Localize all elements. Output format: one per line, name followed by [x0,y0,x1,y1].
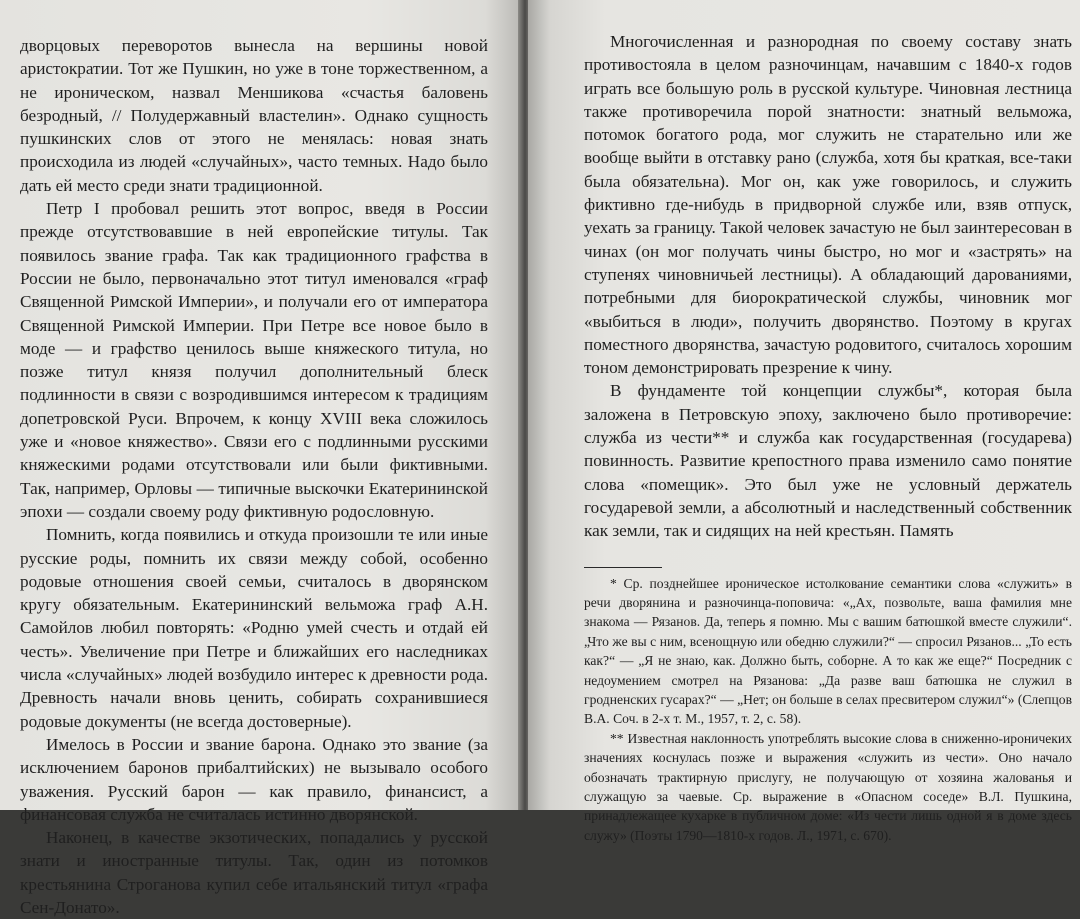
paragraph: В фундаменте той концепции службы*, которая была заложена в Петровскую эпоху, заключено было противоречие: служба из чести** и служба как государственная (государева) повинность. Развитие крепостного права изменило само понятие слова «помещик». Это был уже не условный держатель государевой земли, а абсолютный и наследственный собственник как земли, так и сидящих на ней крестьян. Память [584,381,1072,541]
paragraph: Имелось в России и звание барона. Однако это звание (за исключением баронов прибалтийских) не вызывало особого уважения. Русский барон — как правило, финансист, а финансовая служба не считалась истинно дворянской. [20,734,488,824]
right-page [528,0,1080,843]
paragraph: Наконец, в качестве экзотических, попадались у русской знати и иностранные титулы. Так, один из потомков крестьянина Строганова купил себе итальянский титул «графа Сен-Донато». [20,828,488,917]
paragraph: дворцовых переворотов вынесла на вершины новой аристократии. Тот же Пушкин, но уже в тоне торжественном, а не ироническом, назвал Меншикова «счастья баловень безродный, // Полудержавный властелин». Однако сущность пушкинских слов от этого не менялась: новая знать происходила из людей «случайных», часто темных. Надо было дать ей место среди знати традиционной. [20,36,488,195]
left-page [0,0,522,917]
footnote: * Ср. позднейшее ироническое истолкование семантики слова «служить» в речи дворянина и разночинца-поповича: «„Ах, позвольте, ваша фамилия мне знакома — Рязанов. Да, теперь я помню. Мы с вашим батюшкой вместе служили“. „Что же вы с ним, всенощную или обедню служили?“ — спросил Рязанов... „То есть как?“ — „Я не знаю, как. Должно быть, соборне. А то как же еще?“ Посредник с недоумением смотрел на Рязанова: „Да разве ваш батюшка не служил в гродненских гусарах?“ — „Нет; он больше в селах пресвитером служил“» (Слепцов В.А. Соч. в 2-х т. М., 1957, т. 2, с. 58). [584,575,1072,727]
paragraph: Многочисленная и разнородная по своему составу знать противостояла в целом разночинцам, начавшим с 1840-х годов играть все большую роль в русской культуре. Чиновная лестница также противоречила порой знатности: знатный вельможа, потомок богатого рода, мог служить не старательно или же вообще выйти в отставку рано (служба, хотя бы краткая, все-таки была обязательна). Мог он, как уже говорилось, и служить фиктивно где-нибудь в придворной службе или, взяв отпуск, уехать за границу. Такой человек зачастую не был заинтересован в чинах (он мог получать чины быстро, но мог и «застрять» на ступенях чиновничьей лестницы). А обладающий дарованиями, потребными для биорократической службы, чиновник мог «выбиться в люди», получить дворянство. Поэтому в кругах поместного дворянства, зачастую родовитого, считалось хорошим тоном демонстрировать презрение к чину. [584,32,1072,378]
paragraph: Петр I пробовал решить этот вопрос, введя в России прежде отсутствовавшие в ней европейские титулы. Так появилось звание графа. Так как традиционного графства в России не было, первоначально этот титул именовался «граф Священной Римской Империи», и получали его от императора Священной Римской Империи. При Петре все новое было в моде — и графство ценилось выше княжеского титула, но позже титул князя получил дополнительный блеск подлинности в связи с возродившимся интересом к традициям допетровской Руси. Впрочем, к концу XVIII века сложилось уже и «новое княжество». Связи его с подлинными русскими княжескими родами отсутствовали или были фиктивными. Так, например, Орловы — типичные выскочки Екатерининской эпохи — создали своему роду фиктивную родословную. [20,199,488,521]
footnote: ** Известная наклонность употреблять высокие слова в сниженно-ироничеких значениях коснулась позже и выражения «служить из чести». Оно начало обозначать трактирную прислугу, не получающую от хозяина жалованья и служащую за чаевые. Ср. выражение в «Опасном соседе» В.Л. Пушкина, принадлежащее кухарке в публичном доме: «Из чести лишь одной я в доме здесь служу» (Поэты 1790—1810-х годов. Л., 1971, с. 670). [584,730,1072,843]
paragraph: Помнить, когда появились и откуда произошли те или иные русские роды, помнить их связи между собой, особенно родовые отношения своей семьи, считалось в дворянском кругу обязательным. Екатерининский вельможа граф А.Н. Самойлов любил повторять: «Родню умей счесть и отдай ей честь». Увеличение при Петре и ближайших его наследниках числа «случайных» людей возбудило интерес к древности рода. Древность начали вновь ценить, собирать сохранившиеся родовые документы (не всегда достоверные). [20,525,488,731]
footnote-divider [584,567,662,568]
